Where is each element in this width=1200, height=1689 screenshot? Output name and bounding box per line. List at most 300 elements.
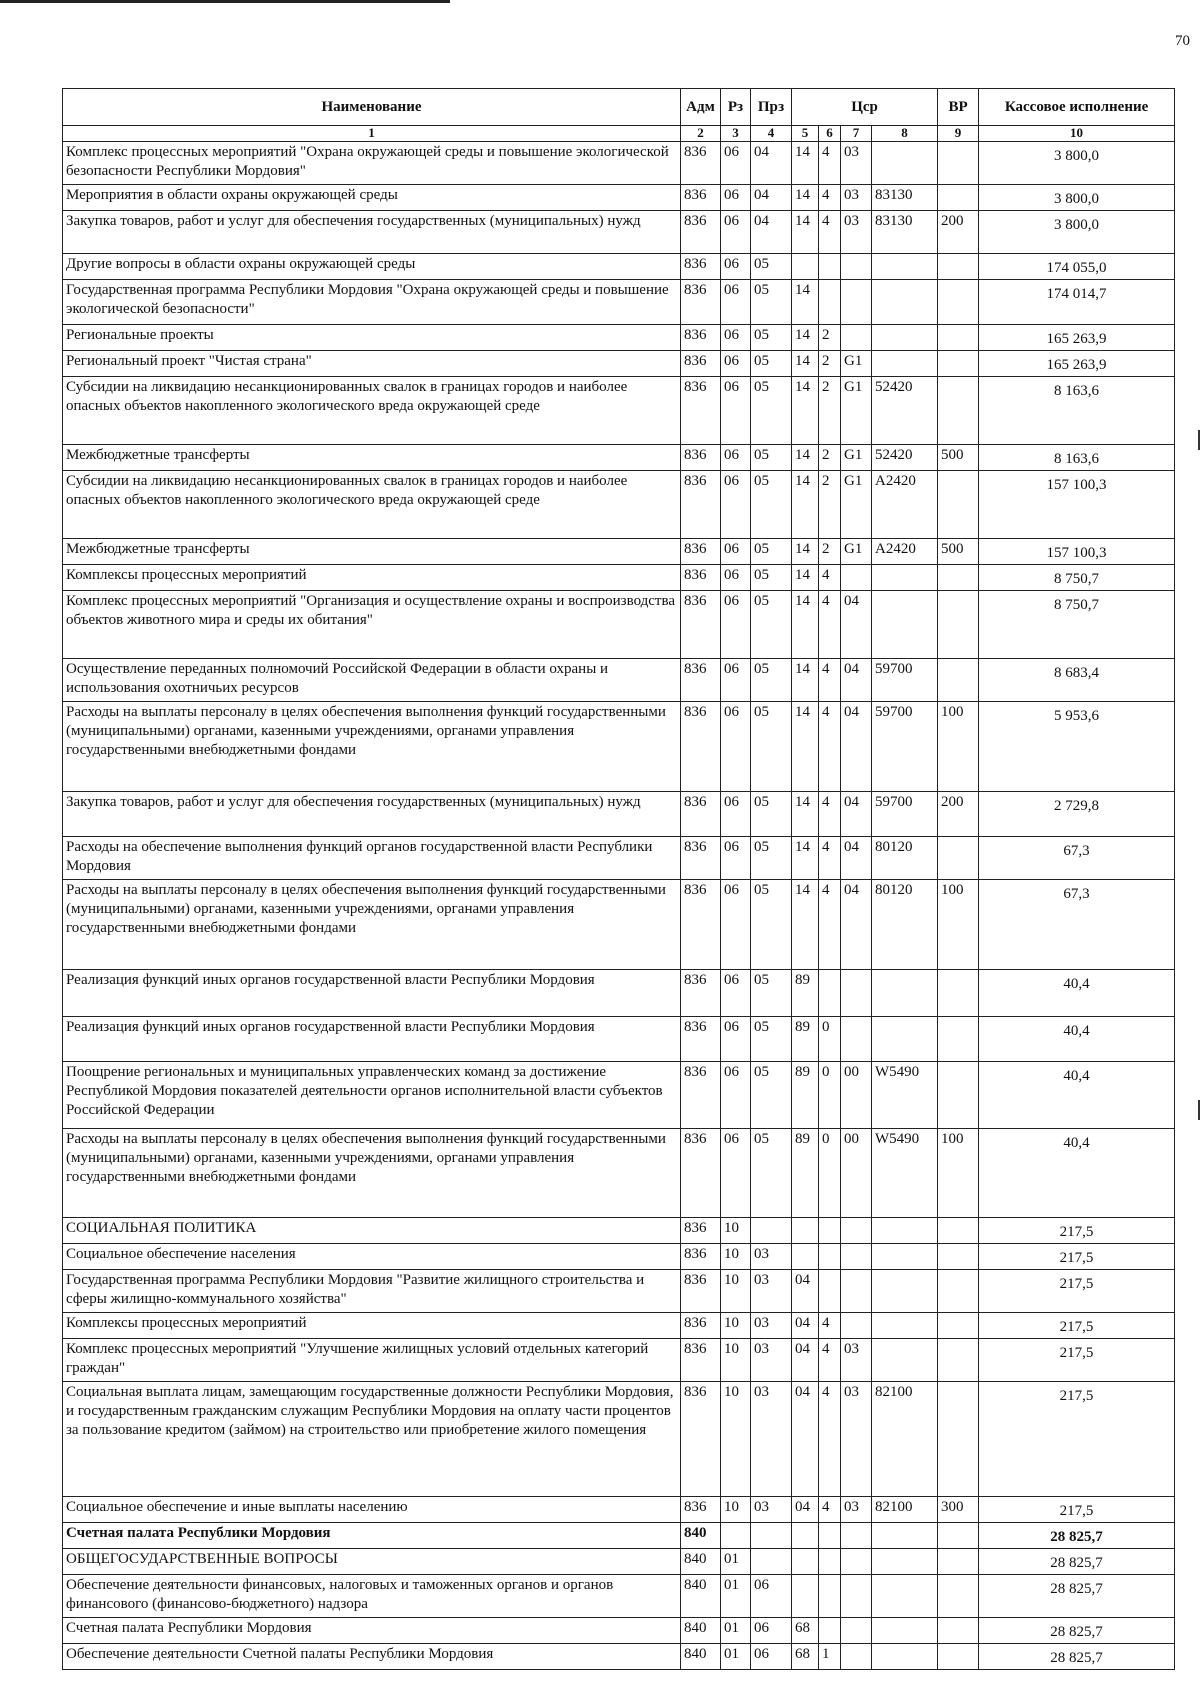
table-row bbox=[63, 1313, 1175, 1339]
row-csr-7: 04 bbox=[841, 702, 872, 792]
row-prz: 03 bbox=[751, 1244, 792, 1270]
row-name: Межбюджетные трансферты bbox=[63, 445, 681, 471]
row-rz: 10 bbox=[721, 1244, 751, 1270]
column-number: 2 bbox=[681, 126, 721, 142]
row-csr-5: 04 bbox=[792, 1270, 819, 1313]
row-vr bbox=[938, 185, 979, 211]
row-amount: 8 163,6 bbox=[979, 445, 1175, 471]
row-csr-5: 14 bbox=[792, 351, 819, 377]
row-rz: 06 bbox=[721, 185, 751, 211]
row-amount: 174 014,7 bbox=[979, 280, 1175, 325]
column-number: 10 bbox=[979, 126, 1175, 142]
row-prz: 05 bbox=[751, 591, 792, 659]
row-vr bbox=[938, 1313, 979, 1339]
row-amount: 8 750,7 bbox=[979, 591, 1175, 659]
row-adm: 836 bbox=[681, 702, 721, 792]
row-csr-5 bbox=[792, 1523, 819, 1549]
row-csr-6: 2 bbox=[819, 325, 841, 351]
row-adm: 836 bbox=[681, 185, 721, 211]
row-rz: 10 bbox=[721, 1382, 751, 1497]
row-csr-8 bbox=[872, 351, 938, 377]
table-row bbox=[63, 1523, 1175, 1549]
row-csr-6: 4 bbox=[819, 565, 841, 591]
row-csr-7: 04 bbox=[841, 659, 872, 702]
row-rz: 06 bbox=[721, 142, 751, 185]
row-csr-5: 04 bbox=[792, 1339, 819, 1382]
row-csr-5 bbox=[792, 1218, 819, 1244]
row-rz: 06 bbox=[721, 471, 751, 539]
table-row bbox=[63, 445, 1175, 471]
row-csr-5: 04 bbox=[792, 1313, 819, 1339]
row-vr: 200 bbox=[938, 211, 979, 254]
row-csr-7 bbox=[841, 1618, 872, 1644]
row-csr-6: 0 bbox=[819, 1017, 841, 1062]
table-row bbox=[63, 702, 1175, 792]
row-adm: 836 bbox=[681, 1382, 721, 1497]
row-csr-5: 14 bbox=[792, 445, 819, 471]
row-prz: 05 bbox=[751, 1062, 792, 1129]
row-rz: 06 bbox=[721, 254, 751, 280]
row-amount: 217,5 bbox=[979, 1270, 1175, 1313]
table-row bbox=[63, 254, 1175, 280]
row-csr-7 bbox=[841, 1313, 872, 1339]
row-adm: 840 bbox=[681, 1644, 721, 1670]
row-rz: 06 bbox=[721, 1062, 751, 1129]
row-csr-6: 2 bbox=[819, 471, 841, 539]
row-prz: 05 bbox=[751, 880, 792, 970]
row-csr-7: 00 bbox=[841, 1062, 872, 1129]
row-name: Расходы на выплаты персоналу в целях обеспечения выполнения функций государственными (муниципальными) органами, казенными учреждениями, органами управления государственными внебюджетными фондами bbox=[63, 1129, 681, 1218]
row-adm: 836 bbox=[681, 792, 721, 837]
table-row bbox=[63, 1062, 1175, 1129]
row-name: Другие вопросы в области охраны окружающей среды bbox=[63, 254, 681, 280]
row-csr-8 bbox=[872, 591, 938, 659]
row-name: Социальная выплата лицам, замещающим государственные должности Республики Мордовия, и государственным гражданским служащим Республики Мордовия на оплату части процентов за пользование кредитом (займом) на строительство или приобретение жилого помещения bbox=[63, 1382, 681, 1497]
row-adm: 836 bbox=[681, 211, 721, 254]
budget-table bbox=[62, 88, 1175, 1670]
row-csr-6: 2 bbox=[819, 351, 841, 377]
row-amount: 5 953,6 bbox=[979, 702, 1175, 792]
table-row bbox=[63, 377, 1175, 445]
row-vr bbox=[938, 1618, 979, 1644]
row-csr-7: 04 bbox=[841, 792, 872, 837]
row-csr-8 bbox=[872, 1549, 938, 1575]
row-adm: 836 bbox=[681, 880, 721, 970]
row-csr-8 bbox=[872, 1575, 938, 1618]
row-amount: 28 825,7 bbox=[979, 1644, 1175, 1670]
row-csr-7: 04 bbox=[841, 880, 872, 970]
row-csr-8 bbox=[872, 142, 938, 185]
row-name: Реализация функций иных органов государственной власти Республики Мордовия bbox=[63, 1017, 681, 1062]
row-rz: 01 bbox=[721, 1575, 751, 1618]
row-prz bbox=[751, 1549, 792, 1575]
row-vr bbox=[938, 1644, 979, 1670]
table-row bbox=[63, 471, 1175, 539]
row-vr bbox=[938, 1062, 979, 1129]
row-csr-5: 04 bbox=[792, 1382, 819, 1497]
row-amount: 217,5 bbox=[979, 1244, 1175, 1270]
row-adm: 840 bbox=[681, 1523, 721, 1549]
column-number: 3 bbox=[721, 126, 751, 142]
row-vr bbox=[938, 351, 979, 377]
row-adm: 836 bbox=[681, 591, 721, 659]
table-row bbox=[63, 1382, 1175, 1497]
row-csr-8 bbox=[872, 565, 938, 591]
row-csr-6: 4 bbox=[819, 837, 841, 880]
row-prz: 03 bbox=[751, 1339, 792, 1382]
row-rz: 06 bbox=[721, 702, 751, 792]
row-vr: 100 bbox=[938, 1129, 979, 1218]
table-row bbox=[63, 970, 1175, 1017]
row-adm: 836 bbox=[681, 1244, 721, 1270]
table-row bbox=[63, 1339, 1175, 1382]
row-csr-7: 00 bbox=[841, 1129, 872, 1218]
row-vr: 300 bbox=[938, 1497, 979, 1523]
row-name: Социальное обеспечение и иные выплаты населению bbox=[63, 1497, 681, 1523]
row-prz: 05 bbox=[751, 1129, 792, 1218]
row-amount: 157 100,3 bbox=[979, 471, 1175, 539]
row-rz: 06 bbox=[721, 792, 751, 837]
row-vr bbox=[938, 591, 979, 659]
row-rz: 10 bbox=[721, 1497, 751, 1523]
row-csr-8: 59700 bbox=[872, 792, 938, 837]
row-csr-5 bbox=[792, 254, 819, 280]
row-csr-5: 14 bbox=[792, 591, 819, 659]
row-csr-6 bbox=[819, 1244, 841, 1270]
header-adm: Адм bbox=[681, 89, 721, 126]
row-csr-7: 04 bbox=[841, 837, 872, 880]
row-adm: 836 bbox=[681, 1017, 721, 1062]
row-csr-8: 83130 bbox=[872, 211, 938, 254]
row-prz: 05 bbox=[751, 970, 792, 1017]
row-csr-5: 14 bbox=[792, 377, 819, 445]
row-prz: 05 bbox=[751, 792, 792, 837]
column-number: 5 bbox=[792, 126, 819, 142]
row-vr bbox=[938, 1549, 979, 1575]
table-row bbox=[63, 1270, 1175, 1313]
row-rz: 10 bbox=[721, 1313, 751, 1339]
table-row bbox=[63, 1549, 1175, 1575]
row-vr bbox=[938, 1270, 979, 1313]
row-prz: 05 bbox=[751, 837, 792, 880]
row-prz: 05 bbox=[751, 565, 792, 591]
table-row bbox=[63, 659, 1175, 702]
row-csr-8: 59700 bbox=[872, 659, 938, 702]
row-name: Межбюджетные трансферты bbox=[63, 539, 681, 565]
row-name: Мероприятия в области охраны окружающей среды bbox=[63, 185, 681, 211]
row-prz: 03 bbox=[751, 1313, 792, 1339]
row-csr-5 bbox=[792, 1549, 819, 1575]
table-row bbox=[63, 351, 1175, 377]
row-adm: 836 bbox=[681, 1497, 721, 1523]
row-name: Обеспечение деятельности Счетной палаты Республики Мордовия bbox=[63, 1644, 681, 1670]
row-prz: 06 bbox=[751, 1575, 792, 1618]
row-rz bbox=[721, 1523, 751, 1549]
row-amount: 8 750,7 bbox=[979, 565, 1175, 591]
header-csr: Цср bbox=[792, 89, 938, 126]
row-csr-5: 04 bbox=[792, 1497, 819, 1523]
row-adm: 836 bbox=[681, 351, 721, 377]
table-row bbox=[63, 1017, 1175, 1062]
row-amount: 3 800,0 bbox=[979, 185, 1175, 211]
row-rz: 10 bbox=[721, 1270, 751, 1313]
row-amount: 28 825,7 bbox=[979, 1618, 1175, 1644]
row-rz: 06 bbox=[721, 659, 751, 702]
row-csr-5: 14 bbox=[792, 565, 819, 591]
row-prz: 05 bbox=[751, 280, 792, 325]
row-name: СОЦИАЛЬНАЯ ПОЛИТИКА bbox=[63, 1218, 681, 1244]
row-rz: 06 bbox=[721, 539, 751, 565]
row-csr-5: 14 bbox=[792, 659, 819, 702]
row-csr-8: 80120 bbox=[872, 837, 938, 880]
row-adm: 836 bbox=[681, 325, 721, 351]
row-csr-6: 4 bbox=[819, 1497, 841, 1523]
row-csr-6 bbox=[819, 1218, 841, 1244]
row-adm: 836 bbox=[681, 142, 721, 185]
row-rz: 06 bbox=[721, 325, 751, 351]
row-vr bbox=[938, 1523, 979, 1549]
row-csr-6 bbox=[819, 1549, 841, 1575]
row-csr-6: 2 bbox=[819, 539, 841, 565]
row-csr-8 bbox=[872, 1523, 938, 1549]
row-csr-6: 4 bbox=[819, 659, 841, 702]
row-rz: 06 bbox=[721, 1129, 751, 1218]
row-vr: 100 bbox=[938, 702, 979, 792]
row-csr-5: 68 bbox=[792, 1618, 819, 1644]
row-csr-6: 4 bbox=[819, 702, 841, 792]
row-name: Расходы на выплаты персоналу в целях обеспечения выполнения функций государственными (муниципальными) органами, казенными учреждениями, органами управления государственными внебюджетными фондами bbox=[63, 702, 681, 792]
row-prz: 05 bbox=[751, 659, 792, 702]
row-csr-5: 89 bbox=[792, 1129, 819, 1218]
row-adm: 836 bbox=[681, 1129, 721, 1218]
row-vr bbox=[938, 970, 979, 1017]
row-vr bbox=[938, 377, 979, 445]
row-csr-7: 03 bbox=[841, 211, 872, 254]
column-number: 4 bbox=[751, 126, 792, 142]
row-rz: 06 bbox=[721, 565, 751, 591]
row-amount: 28 825,7 bbox=[979, 1549, 1175, 1575]
row-csr-6: 4 bbox=[819, 792, 841, 837]
row-csr-5: 14 bbox=[792, 837, 819, 880]
row-vr bbox=[938, 1575, 979, 1618]
row-csr-7: 03 bbox=[841, 185, 872, 211]
row-csr-8: 52420 bbox=[872, 445, 938, 471]
row-csr-6 bbox=[819, 970, 841, 1017]
row-csr-8 bbox=[872, 1339, 938, 1382]
column-number: 7 bbox=[841, 126, 872, 142]
row-csr-7 bbox=[841, 970, 872, 1017]
row-amount: 40,4 bbox=[979, 1062, 1175, 1129]
row-rz: 01 bbox=[721, 1618, 751, 1644]
row-csr-8 bbox=[872, 1313, 938, 1339]
row-name: Государственная программа Республики Мордовия "Развитие жилищного строительства и сферы жилищно-коммунального хозяйства" bbox=[63, 1270, 681, 1313]
row-csr-7: 03 bbox=[841, 1339, 872, 1382]
header-prz: Прз bbox=[751, 89, 792, 126]
table-row bbox=[63, 539, 1175, 565]
row-prz: 05 bbox=[751, 351, 792, 377]
row-rz: 06 bbox=[721, 377, 751, 445]
row-csr-6: 4 bbox=[819, 211, 841, 254]
table-row bbox=[63, 142, 1175, 185]
row-csr-5: 14 bbox=[792, 280, 819, 325]
table-row bbox=[63, 280, 1175, 325]
row-csr-8 bbox=[872, 325, 938, 351]
row-prz: 05 bbox=[751, 254, 792, 280]
row-name: Обеспечение деятельности финансовых, налоговых и таможенных органов и органов финансового (финансово-бюджетного) надзора bbox=[63, 1575, 681, 1618]
row-rz: 06 bbox=[721, 211, 751, 254]
row-adm: 836 bbox=[681, 565, 721, 591]
table-row bbox=[63, 325, 1175, 351]
table-row bbox=[63, 211, 1175, 254]
row-csr-6 bbox=[819, 1270, 841, 1313]
row-rz: 10 bbox=[721, 1339, 751, 1382]
row-prz: 05 bbox=[751, 471, 792, 539]
row-amount: 217,5 bbox=[979, 1339, 1175, 1382]
row-csr-7: 04 bbox=[841, 591, 872, 659]
row-adm: 836 bbox=[681, 445, 721, 471]
row-adm: 836 bbox=[681, 1062, 721, 1129]
row-csr-7 bbox=[841, 1549, 872, 1575]
row-adm: 836 bbox=[681, 837, 721, 880]
row-csr-8: А2420 bbox=[872, 539, 938, 565]
row-adm: 836 bbox=[681, 1270, 721, 1313]
row-csr-5: 14 bbox=[792, 185, 819, 211]
row-vr bbox=[938, 325, 979, 351]
row-csr-5: 89 bbox=[792, 1017, 819, 1062]
row-name: Комплексы процессных мероприятий bbox=[63, 1313, 681, 1339]
row-csr-8: А2420 bbox=[872, 471, 938, 539]
row-csr-8 bbox=[872, 1244, 938, 1270]
row-vr bbox=[938, 1382, 979, 1497]
row-rz: 01 bbox=[721, 1644, 751, 1670]
table-row bbox=[63, 880, 1175, 970]
table-row bbox=[63, 1497, 1175, 1523]
row-adm: 836 bbox=[681, 1339, 721, 1382]
row-csr-7: G1 bbox=[841, 445, 872, 471]
row-name: Социальное обеспечение населения bbox=[63, 1244, 681, 1270]
row-name: Счетная палата Республики Мордовия bbox=[63, 1618, 681, 1644]
row-name: Счетная палата Республики Мордовия bbox=[63, 1523, 681, 1549]
page-number: 70 bbox=[1175, 33, 1190, 49]
row-csr-8: W5490 bbox=[872, 1062, 938, 1129]
row-amount: 3 800,0 bbox=[979, 142, 1175, 185]
row-csr-7 bbox=[841, 1270, 872, 1313]
row-name: Поощрение региональных и муниципальных управленческих команд за достижение Республикой Мордовия показателей деятельности органов исполнительной власти субъектов Российской Федерации bbox=[63, 1062, 681, 1129]
row-csr-7 bbox=[841, 1644, 872, 1670]
table-row bbox=[63, 792, 1175, 837]
table-row bbox=[63, 1129, 1175, 1218]
table-row bbox=[63, 837, 1175, 880]
column-number: 6 bbox=[819, 126, 841, 142]
row-amount: 217,5 bbox=[979, 1313, 1175, 1339]
row-prz: 05 bbox=[751, 702, 792, 792]
row-prz: 03 bbox=[751, 1497, 792, 1523]
row-csr-6 bbox=[819, 254, 841, 280]
row-csr-8 bbox=[872, 1644, 938, 1670]
row-csr-6: 4 bbox=[819, 1313, 841, 1339]
row-csr-5: 14 bbox=[792, 792, 819, 837]
row-csr-6: 4 bbox=[819, 880, 841, 970]
row-csr-6: 0 bbox=[819, 1129, 841, 1218]
row-csr-7 bbox=[841, 1218, 872, 1244]
row-rz: 06 bbox=[721, 280, 751, 325]
row-rz: 10 bbox=[721, 1218, 751, 1244]
row-csr-7 bbox=[841, 1523, 872, 1549]
row-vr: 100 bbox=[938, 880, 979, 970]
row-csr-6 bbox=[819, 1523, 841, 1549]
column-number: 1 bbox=[63, 126, 681, 142]
row-amount: 217,5 bbox=[979, 1218, 1175, 1244]
row-amount: 67,3 bbox=[979, 880, 1175, 970]
table-row bbox=[63, 1644, 1175, 1670]
row-csr-8: 82100 bbox=[872, 1382, 938, 1497]
row-adm: 836 bbox=[681, 1313, 721, 1339]
row-vr: 500 bbox=[938, 445, 979, 471]
row-csr-6: 2 bbox=[819, 377, 841, 445]
row-name: Комплекс процессных мероприятий "Охрана окружающей среды и повышение экологической безопасности Республики Мордовия" bbox=[63, 142, 681, 185]
row-vr bbox=[938, 254, 979, 280]
row-csr-5 bbox=[792, 1244, 819, 1270]
row-adm: 836 bbox=[681, 970, 721, 1017]
row-name: Осуществление переданных полномочий Российской Федерации в области охраны и использования охотничьих ресурсов bbox=[63, 659, 681, 702]
table-row bbox=[63, 185, 1175, 211]
column-number: 9 bbox=[938, 126, 979, 142]
row-prz: 06 bbox=[751, 1618, 792, 1644]
table-row bbox=[63, 591, 1175, 659]
row-csr-8 bbox=[872, 1017, 938, 1062]
row-csr-5: 14 bbox=[792, 142, 819, 185]
row-name: Субсидии на ликвидацию несанкционированных свалок в границах городов и наиболее опасных объектов накопленного экологического вреда окружающей среде bbox=[63, 471, 681, 539]
row-amount: 174 055,0 bbox=[979, 254, 1175, 280]
row-csr-8 bbox=[872, 280, 938, 325]
row-rz: 06 bbox=[721, 837, 751, 880]
row-vr bbox=[938, 1339, 979, 1382]
row-csr-5 bbox=[792, 1575, 819, 1618]
row-csr-7 bbox=[841, 1244, 872, 1270]
row-rz: 01 bbox=[721, 1549, 751, 1575]
row-prz: 05 bbox=[751, 1017, 792, 1062]
row-csr-8: 82100 bbox=[872, 1497, 938, 1523]
row-csr-5: 14 bbox=[792, 211, 819, 254]
row-amount: 8 163,6 bbox=[979, 377, 1175, 445]
row-rz: 06 bbox=[721, 591, 751, 659]
row-rz: 06 bbox=[721, 970, 751, 1017]
row-csr-8: 83130 bbox=[872, 185, 938, 211]
row-prz: 05 bbox=[751, 539, 792, 565]
header-name: Наименование bbox=[63, 89, 681, 126]
row-vr bbox=[938, 142, 979, 185]
table-row bbox=[63, 565, 1175, 591]
row-prz: 05 bbox=[751, 445, 792, 471]
table-row bbox=[63, 1618, 1175, 1644]
row-csr-6: 4 bbox=[819, 1339, 841, 1382]
row-amount: 28 825,7 bbox=[979, 1523, 1175, 1549]
row-amount: 8 683,4 bbox=[979, 659, 1175, 702]
header-rz: Рз bbox=[721, 89, 751, 126]
row-csr-6 bbox=[819, 1575, 841, 1618]
row-adm: 836 bbox=[681, 539, 721, 565]
row-vr bbox=[938, 837, 979, 880]
row-prz bbox=[751, 1523, 792, 1549]
row-csr-5: 14 bbox=[792, 325, 819, 351]
row-prz: 05 bbox=[751, 325, 792, 351]
row-csr-7 bbox=[841, 254, 872, 280]
table-row bbox=[63, 1575, 1175, 1618]
row-csr-7: G1 bbox=[841, 539, 872, 565]
row-csr-7: G1 bbox=[841, 377, 872, 445]
row-csr-7: G1 bbox=[841, 471, 872, 539]
row-prz: 05 bbox=[751, 377, 792, 445]
